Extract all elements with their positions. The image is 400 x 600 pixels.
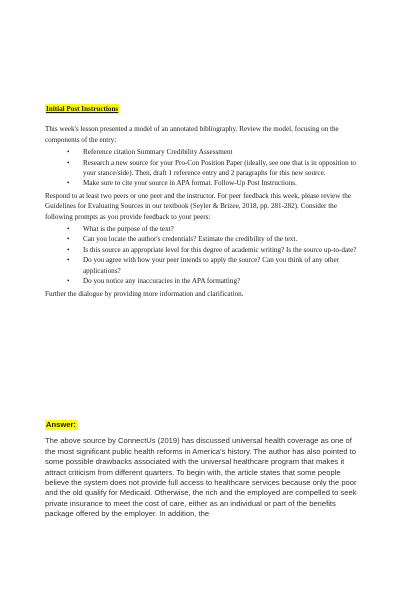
bullet-icon: • [67,179,70,188]
list-item [45,158,363,179]
list-item-text: Reference citation Summary Credibility Assessment [83,148,233,157]
list-item-text: Make sure to cite your source in APA format. Follow-Up Post Instructions. [83,179,297,188]
instructions-section [45,104,363,299]
bullet-icon: • [67,148,70,157]
answer-label: Answer: [46,420,76,429]
prompt-list [45,224,363,286]
list-item [45,276,363,286]
bullet-icon: • [67,235,70,244]
intro-paragraph: This week's lesson presented a model of an annotated bibliography. Review the model, focusing on the components of the entry: [45,125,339,144]
list-item [45,245,363,255]
list-item-text: What is the purpose of the text? [83,225,174,234]
bullet-icon: • [67,245,70,254]
bullet-icon: • [67,225,70,234]
answer-body: The above source by ConnectUs (2019) has discussed universal health coverage as one of the most significant public health reforms in America's history. The author has also pointed to some possible drawbacks associated with the universal healthcare program that makes it attract criticism from different quarters. To begin with, the article states that some people believe the system does not provide full access to healthcare services because only the poor and the old qualify for Medicaid. Otherwise, the rich and the employed are compelled to seek private insurance to meet the cost of care, either as an individual or part of the benefits package offered by the employer. In addition, the [45,436,357,519]
component-list [45,147,363,189]
bullet-icon: • [67,277,70,286]
respond-paragraph: Respond to at least two peers or one peer and the instructor. For peer feedback this week, please review the Guidelines for Evaluating Sources in our textbook (Seyler & Brizee, 2018, pp. 281-282). Consider the following prompts as you provide feedback to your peers: [45,191,351,221]
list-item-text: Do you notice any inaccuracies in the APA formatting? [83,277,241,286]
list-item-text: Do you agree with how your peer intends to apply the source? Can you think of any other applications? [83,256,340,275]
list-item-text: Research a new source for your Pro-Con Position Paper (ideally, see one that is in opposition to your stance/side). Then, draft 1 reference entry and 2 paragraphs for this new source. [83,158,357,178]
bullet-icon: • [67,256,70,265]
bullet-icon: • [67,158,70,167]
list-item-text: Is this source an appropriate level for this degree of academic writing? Is the source up-to-date? [83,245,357,254]
spacer [45,114,363,124]
list-item [45,147,363,157]
list-item [45,234,363,244]
closing-paragraph: Further the dialogue by providing more information and clarification. [45,289,244,298]
answer-section [45,420,363,520]
list-item [45,255,363,276]
list-item [45,224,363,234]
instructions-heading: Initial Post Instructions [46,105,119,113]
list-item-text: Can you locate the author's credentials? Estimate the credibility of the text. [83,235,298,244]
list-item [45,178,363,188]
